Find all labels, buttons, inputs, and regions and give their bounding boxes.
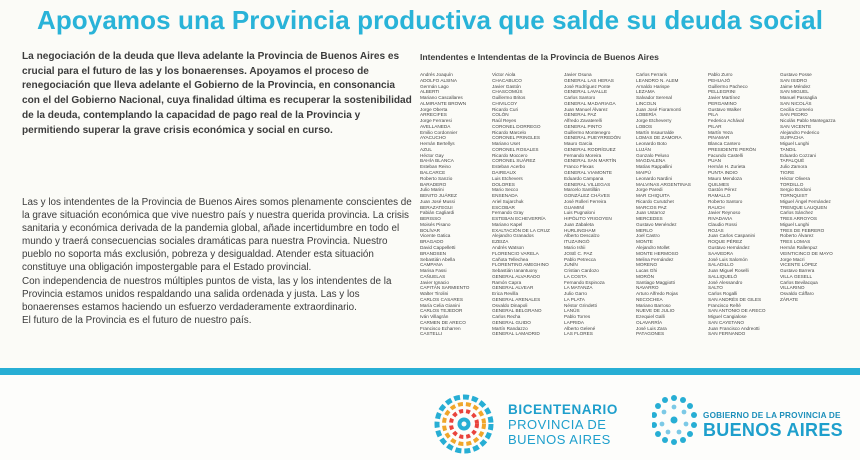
municipio-name: VEINTICINCO DE MAYO: [780, 250, 833, 256]
intendentes-section: [420, 52, 860, 352]
intendente-name: Moisés Pisano: [420, 221, 451, 227]
intendente-name: Osvaldo Dinapoli: [492, 302, 528, 308]
municipio-name: SUIPACHA: [780, 135, 804, 141]
intendente-name: Ricardo Curi: [492, 106, 519, 112]
intendente-name: Martín Yeza: [708, 129, 733, 135]
municipio-name: GENERAL BELGRANO: [492, 308, 542, 314]
intendente-name: José Luis Salomón: [708, 256, 748, 262]
municipio-name: LOMAS DE ZAMORA: [636, 135, 682, 141]
municipio-name: CARLOS CASARES: [420, 296, 463, 302]
intendentes-column: [420, 72, 492, 337]
municipio-name: CAPITÁN SARMIENTO: [420, 285, 470, 291]
municipio-name: NUEVE DE JULIO: [636, 308, 675, 314]
intendente-name: Vicente Gatica: [420, 233, 451, 239]
municipio-name: ESCOBAR: [492, 204, 515, 210]
intendente-name: Osvaldo Cáffaro: [780, 291, 814, 297]
municipio-name: ADOLFO ALSINA: [420, 77, 457, 83]
intendente-name: Héctor Gay: [420, 152, 444, 158]
intendente-name: Walter Tirolini: [420, 291, 449, 297]
municipio-name: AZUL: [420, 146, 432, 152]
municipio-name: MERLO: [636, 227, 653, 233]
intendente-name: Marcelo Santillán: [564, 187, 600, 193]
intendente-name: Mariano Kapel: [492, 221, 523, 227]
bicentenario-line2: PROVINCIA DE: [508, 417, 607, 432]
bicentenario-line3: BUENOS AIRES: [508, 432, 611, 447]
intendente-name: Gustavo Menéndez: [636, 221, 677, 227]
municipio-name: SAN ANDRÉS DE GILES: [708, 296, 762, 302]
intendente-name: Blanca Cantero: [708, 141, 741, 147]
intendente-name: Ricardo Marcelo: [492, 129, 527, 135]
municipio-name: LANÚS: [564, 308, 580, 314]
intendente-name: Martín Randazzo: [492, 325, 528, 331]
municipio-name: ENSENADA: [492, 193, 518, 199]
intendente-name: Sebastián Abella: [420, 256, 455, 262]
municipio-name: TORNQUIST: [780, 193, 808, 199]
intendente-name: Alejandro Granados: [492, 233, 534, 239]
intendente-name: Luis Etchevers: [492, 175, 523, 181]
municipio-name: PEHUAJÓ: [708, 77, 731, 83]
municipio-name: GENERAL SAN MARTÍN: [564, 158, 617, 164]
intendente-name: Lucas Ghi: [636, 268, 658, 274]
intendente-name: Juan Zabaleta: [564, 221, 594, 227]
intendente-name: Juan José Fioramonti: [636, 106, 681, 112]
municipio-name: GENERAL MADARIAGA: [564, 100, 616, 106]
intendente-name: Esteban Reino: [420, 164, 451, 170]
municipio-name: GENERAL VILLEGAS: [564, 181, 611, 187]
municipio-name: ITUZAINGÓ: [564, 239, 590, 245]
municipio-name: GENERAL ALVEAR: [492, 285, 534, 291]
intendente-name: Javier Martínez: [708, 95, 741, 101]
municipio-name: SALLIQUELÓ: [708, 273, 738, 279]
gobierno-line1: GOBIERNO DE LA PROVINCIA DE: [703, 411, 841, 420]
municipio-name: EXALTACIÓN DE LA CRUZ: [492, 227, 550, 233]
intendente-name: Matías Rappallini: [636, 164, 672, 170]
intendente-name: Erica Revilla: [492, 291, 519, 297]
municipio-name: MONTE: [636, 239, 653, 245]
intendente-name: José Rodríguez Ponte: [564, 83, 611, 89]
intendentes-column: [780, 72, 852, 303]
intendente-name: Néstor Grindetti: [564, 302, 597, 308]
municipio-name: GENERAL PINTO: [564, 123, 602, 129]
municipio-name: LOBERÍA: [636, 112, 657, 118]
municipio-name: PILAR: [708, 123, 722, 129]
intendentes-column: [492, 72, 564, 337]
gobierno-line2: BUENOS AIRES: [703, 420, 843, 440]
municipio-name: BALCARCE: [420, 170, 446, 176]
municipio-name: LINCOLN: [636, 100, 657, 106]
intendente-name: Facundo Castelli: [708, 152, 743, 158]
municipio-name: SAN ANTONIO DE ARECO: [708, 308, 766, 314]
intendente-name: Carlos Recha: [492, 314, 521, 320]
body-paragraph-1: Las y los intendentes de la Provincia de Buenos Aires somos plenamente conscientes de la grave situación económica que vive nuestro país y nuestra querida provincia. La crisis sanitaria y económica derivada de la pandemia global, añade incertidumbre en todo el mundo y traerá consecuencias sociales dramáticas para nuestra Provincia. Nuestro pueblo no soporta más exclusión, pobreza y desigualdad. Atender esta situación constituye una obligación impostergable para el Estado provincial.: [22, 197, 412, 274]
municipio-name: CAÑUELAS: [420, 273, 446, 279]
intendente-name: Arnaldo Harispe: [636, 83, 670, 89]
gobierno-logo: [652, 392, 698, 448]
intendente-name: Juan Manuel Álvarez: [564, 106, 608, 112]
intendente-name: Julio Zamora: [780, 164, 808, 170]
municipio-name: ROQUE PÉREZ: [708, 239, 743, 245]
intendente-name: Cecilia Comerio: [780, 106, 814, 112]
intendente-name: Carlos Rogalli: [708, 291, 738, 297]
intendente-name: Carlos Ferraris: [636, 72, 667, 77]
municipio-name: ARRECIFES: [420, 112, 447, 118]
municipio-name: CHASCOMÚS: [492, 89, 523, 95]
intendente-name: Gustavo Barrera: [780, 268, 815, 274]
municipio-name: SAAVEDRA: [708, 250, 734, 256]
intendente-name: José Rolleri Ferreira: [564, 198, 607, 204]
intendente-name: Nicolás Pablo Mantegazza: [780, 118, 836, 124]
municipio-name: VILLARINO: [780, 285, 805, 291]
intendente-name: David Cappelletti: [420, 244, 456, 250]
intendente-name: Alberto Gelené: [564, 325, 596, 331]
municipio-name: MONTE HERMOSO: [636, 250, 679, 256]
intendente-name: Arturo Alfredo Rojas: [636, 291, 678, 297]
intendente-name: Fernando Espinoza: [564, 279, 605, 285]
intendente-name: Alfredo Zavaterelli: [564, 118, 602, 124]
municipio-name: PILA: [708, 112, 719, 118]
intendente-name: Mario Secco: [492, 187, 519, 193]
intendente-name: Salvador Serenal: [636, 95, 672, 101]
intendente-name: Hernán Bertellys: [420, 141, 455, 147]
intendente-name: Miguel Lunghi: [780, 221, 810, 227]
municipio-name: SAN CAYETANO: [708, 319, 745, 325]
municipio-name: TORDILLO: [780, 181, 804, 187]
intendente-name: Alejandro Mollet: [636, 244, 670, 250]
intendente-name: Cristian Cardozo: [564, 268, 599, 274]
municipio-name: MORENO: [636, 262, 658, 268]
municipio-name: DOLORES: [492, 181, 515, 187]
municipio-name: SALTO: [708, 285, 723, 291]
municipio-name: GENERAL VIAMONTE: [564, 170, 613, 176]
municipio-name: SAN MIGUEL: [780, 89, 809, 95]
intendente-name: Guillermo Britos: [492, 95, 526, 101]
municipio-name: SAN PEDRO: [780, 112, 808, 118]
intendente-name: Federico Achával: [708, 118, 744, 124]
divider-band: [0, 368, 860, 375]
intendente-name: Pablo Zurro: [708, 72, 733, 77]
intendente-name: Mariano Cascallares: [420, 95, 463, 101]
intendente-name: Alberto Descalzo: [564, 233, 600, 239]
intendente-name: Francisco Reñé: [708, 302, 741, 308]
municipio-name: TRES DE FEBRERO: [780, 227, 825, 233]
intendente-name: Juan Ustarroz: [636, 210, 666, 216]
municipio-name: QUILMES: [708, 181, 730, 187]
intendente-name: Carlos Sánchez: [780, 210, 814, 216]
page-title: Apoyamos una Provincia productiva que salde su deuda social: [36, 5, 824, 35]
municipio-name: GENERAL PAZ: [564, 112, 597, 118]
intendente-name: Guillermo Montenegro: [564, 129, 611, 135]
municipio-name: BRANDSEN: [420, 250, 447, 256]
municipio-name: GENERAL ARENALES: [492, 296, 541, 302]
municipio-name: SAN NICOLÁS: [780, 100, 812, 106]
intendente-name: Gustavo Hernández: [708, 244, 750, 250]
intendente-name: Miguel Cangialose: [708, 314, 747, 320]
municipio-name: AYACUCHO: [420, 135, 446, 141]
intendente-name: Julio Garro: [564, 291, 587, 297]
intendente-name: Luis Pugnaloni: [564, 210, 595, 216]
municipio-name: GENERAL LAVALLE: [564, 89, 608, 95]
intendente-name: Eduardo Cozzani: [780, 152, 816, 158]
municipio-name: NAVARRO: [636, 285, 659, 291]
intendente-name: José Alessandro: [708, 279, 743, 285]
municipio-name: CORONEL PRINGLES: [492, 135, 541, 141]
municipio-name: DAIREAUX: [492, 170, 516, 176]
municipio-name: PATAGONES: [636, 331, 665, 337]
intendente-name: Fernando Moreira: [564, 152, 602, 158]
intendente-name: Jorge Etcheverry: [636, 118, 672, 124]
municipio-name: COLÓN: [492, 112, 509, 118]
intendente-name: Francisco Echarren: [420, 325, 461, 331]
municipio-name: BENITO JUÁREZ: [420, 193, 457, 199]
intendentes-title: Intendentes e Intendentas de la Provincia de Buenos Aires: [420, 52, 659, 62]
municipio-name: LOBOS: [636, 123, 653, 129]
municipio-name: MAGDALENA: [636, 158, 666, 164]
municipio-name: ALMIRANTE BROWN: [420, 100, 467, 106]
intro-paragraph: La negociación de la deuda que lleva adelante la Provincia de Buenos Aires es crucial para el futuro de las y los bonaerenses. Apoyamos el proceso de renegociación que lleva adelante el Gobierno de la Provincia, en consonancia con el del Gobierno Nacional, cuya finalidad última es recuperar la sostenibilidad de la deuda, contemplando la capacidad de pago real de la Provincia y permitiendo superar la grave crisis económica y social en curso.: [22, 51, 412, 136]
intendente-name: Miguel Lunghi: [780, 141, 810, 147]
intendente-name: Martín Insaurralde: [636, 129, 675, 135]
municipio-name: BERAZATEGUI: [420, 204, 453, 210]
municipio-name: BRAGADO: [420, 239, 444, 245]
intendente-name: Roberto Santoro: [708, 198, 743, 204]
municipio-name: PUAN: [708, 158, 722, 164]
municipio-name: LA COSTA: [564, 273, 587, 279]
intendente-name: Javier Ignacio: [420, 279, 449, 285]
municipio-name: VILLA GESELL: [780, 273, 813, 279]
intendente-name: Leonardo Boto: [636, 141, 667, 147]
municipio-name: MERCEDES: [636, 216, 663, 222]
intendente-name: Mariano Uset: [492, 141, 520, 147]
intendente-name: Jorge Ferraresi: [420, 118, 452, 124]
intendente-name: Hernán H. Zurieta: [708, 164, 746, 170]
intendente-name: Victor Aiola: [492, 72, 516, 77]
municipio-name: GENERAL ALVARADO: [492, 273, 541, 279]
municipio-name: JUNÍN: [564, 262, 578, 268]
municipio-name: PINAMAR: [708, 135, 730, 141]
municipio-name: CHIVILCOY: [492, 100, 518, 106]
intendente-name: Pablo Petrecca: [564, 256, 596, 262]
municipio-name: SAN FERNANDO: [708, 331, 746, 337]
municipio-name: LEANDRO N. ALEM: [636, 77, 679, 83]
intendente-name: Jorge Oberta: [420, 106, 448, 112]
municipio-name: GENERAL LAMADRID: [492, 331, 540, 337]
municipio-name: ROJAS: [708, 227, 724, 233]
municipio-name: RAMALLO: [708, 193, 731, 199]
intendente-name: Juan Carlos Caspanini: [708, 233, 756, 239]
municipio-name: PUNTA INDIO: [708, 170, 738, 176]
intendente-name: Claudio Rossi: [708, 221, 737, 227]
intendente-name: Santiago Maggiotti: [636, 279, 675, 285]
municipio-name: PELLEGRINI: [708, 89, 736, 95]
municipio-name: PERGAMINO: [708, 100, 737, 106]
intendente-name: Germán Lago: [420, 83, 449, 89]
municipio-name: CASTELLI: [420, 331, 443, 337]
intendente-name: Mauro Garcia: [564, 141, 593, 147]
municipio-name: CHACABUCO: [492, 77, 522, 83]
intendente-name: Manuel Passaglia: [780, 95, 818, 101]
municipio-name: EZEIZA: [492, 239, 509, 245]
bicentenario-wordmark: [508, 403, 618, 447]
municipio-name: TRES LOMAS: [780, 239, 811, 245]
intendente-name: Ariel Sujarchuk: [492, 198, 524, 204]
municipio-name: SAN VICENTE: [780, 123, 812, 129]
municipio-name: MORÓN: [636, 273, 654, 279]
intendentes-column: [636, 72, 708, 337]
intendente-name: Ricardo Moccero: [492, 152, 528, 158]
intendente-name: Alejandro Federico: [780, 129, 820, 135]
intendente-name: Cañota Tellechea: [492, 256, 529, 262]
municipio-name: HURLINGHAM: [564, 227, 596, 233]
municipio-name: BAHÍA BLANCA: [420, 158, 454, 164]
intendente-name: Eduardo Campana: [564, 175, 604, 181]
intendente-name: Gustavo Walker: [708, 106, 742, 112]
intendente-name: Jorge Macri: [780, 256, 805, 262]
intendente-name: Ramón Capra: [492, 279, 522, 285]
municipio-name: TIGRE: [780, 170, 795, 176]
municipio-name: TRENQUE LAUQUEN: [780, 204, 827, 210]
intendente-name: Joel Castro: [636, 233, 660, 239]
municipio-name: AVELLANEDA: [420, 123, 451, 129]
intendente-name: Ricardo Curutchet: [636, 198, 674, 204]
municipio-name: MAIPÚ: [636, 170, 651, 176]
intendente-name: Gastón Pérez: [708, 187, 737, 193]
municipio-name: FLORENTINO AMEGHINO: [492, 262, 549, 268]
intendente-name: Gonzalo Peluso: [636, 152, 670, 158]
intendentes-column: [564, 72, 636, 337]
intendentes-column: [708, 72, 780, 337]
intendente-name: Sebastián Ianantuony: [492, 268, 538, 274]
intendente-name: Melina Fernández: [636, 256, 674, 262]
intendente-name: Gustavo Posse: [780, 72, 812, 77]
municipio-name: RAUCH: [708, 204, 725, 210]
intendente-name: Mauro Mendoza: [708, 175, 742, 181]
municipio-name: NECOCHEA: [636, 296, 663, 302]
municipio-name: CORONEL ROSALES: [492, 146, 539, 152]
municipio-name: GUAMINÍ: [564, 204, 585, 210]
intendente-name: Fernando Gray: [492, 210, 524, 216]
intendente-name: Jorge Paredi: [636, 187, 663, 193]
municipio-name: ZÁRATE: [780, 296, 799, 302]
municipio-name: LA MATANZA: [564, 285, 593, 291]
intendente-name: Guillermo Pacheco: [708, 83, 748, 89]
municipio-name: OLAVARRÍA: [636, 319, 663, 325]
municipio-name: JOSÉ C. PAZ: [564, 250, 593, 256]
intendente-name: Jaime Méndez: [780, 83, 811, 89]
intendentes-columns: [420, 72, 860, 358]
bicentenario-line1: BICENTENARIO: [508, 402, 618, 417]
municipio-name: MARCOS PAZ: [636, 204, 667, 210]
intendente-name: Javier Reynoso: [708, 210, 741, 216]
intendente-name: Juan José Mussi: [420, 198, 455, 204]
municipio-name: LUJÁN: [636, 146, 651, 152]
municipio-name: MAR CHIQUITA: [636, 193, 670, 199]
body-paragraph-2: Con independencia de nuestros múltiples puntos de vista, las y los intendentes de la Provincia estamos unidos respaldando una salida ordenada y justa. Las y los bonaerenses estamos haciendo un esfuerzo verdaderamente extraordinario.: [22, 275, 392, 313]
municipio-name: GONZÁLEZ CHÁVES: [564, 193, 610, 199]
municipio-name: ALBERTI: [420, 89, 440, 95]
intendente-name: Pablo Torres: [564, 314, 591, 320]
municipio-name: CORONEL SUÁREZ: [492, 158, 536, 164]
municipio-name: TRES ARROYOS: [780, 216, 817, 222]
intendente-name: Iván Villagrán: [420, 314, 449, 320]
municipio-name: LEZAMA: [636, 89, 655, 95]
intendente-name: Carlos Santoro: [564, 95, 596, 101]
intendente-name: José Luis Zara: [636, 325, 667, 331]
municipio-name: ESTEBAN ECHEVERRÍA: [492, 216, 546, 222]
municipio-name: PRESIDENTE PERÓN: [708, 146, 756, 152]
municipio-name: MALVINAS ARGENTINAS: [636, 181, 691, 187]
intendente-name: Sergio Bordoni: [780, 187, 812, 193]
intendente-name: Emilio Cordonnier: [420, 129, 458, 135]
municipio-name: BARADERO: [420, 181, 447, 187]
municipio-name: SALADILLO: [708, 262, 734, 268]
municipio-name: VICENTE LÓPEZ: [780, 262, 817, 268]
municipio-name: GENERAL LAS HERAS: [564, 77, 614, 83]
intendente-name: Andrés Joaquín: [420, 72, 453, 77]
municipio-name: FLORENCIO VARELA: [492, 250, 539, 256]
gobierno-wordmark: [703, 411, 843, 440]
bicentenario-logo: [428, 390, 508, 456]
municipio-name: GENERAL RODRÍGUEZ: [564, 146, 616, 152]
municipio-name: LAPRIDA: [564, 319, 585, 325]
intendente-name: Marisa Fassi: [420, 268, 447, 274]
body-text: [22, 196, 414, 327]
intendente-name: María Celia Gianini: [420, 302, 460, 308]
municipio-name: BOLÍVAR: [420, 227, 440, 233]
municipio-name: TANDIL: [780, 146, 797, 152]
intendente-name: Juan Miguel Roselli: [708, 268, 749, 274]
intendente-name: Miguel Ángel Fernández: [780, 198, 831, 204]
municipio-name: CARMEN DE ARECO: [420, 319, 466, 325]
municipio-name: CARLOS TEJEDOR: [420, 308, 463, 314]
municipio-name: SAN ISIDRO: [780, 77, 808, 83]
municipio-name: TAPALQUÉ: [780, 158, 805, 164]
intendente-name: Leonardo Nardini: [636, 175, 672, 181]
intendente-name: Hernán Rallenpuz: [780, 244, 818, 250]
intendente-name: Mario Ishii: [564, 244, 586, 250]
intendente-name: Mariano Barroso: [636, 302, 671, 308]
municipio-name: CORONEL DORREGO: [492, 123, 541, 129]
municipio-name: GENERAL GUIDO: [492, 319, 531, 325]
intendente-name: Raúl Reyes: [492, 118, 517, 124]
body-paragraph-3: El futuro de la Provincia es el futuro de nuestro país.: [22, 314, 252, 326]
municipio-name: LAS FLORES: [564, 331, 593, 337]
intendente-name: Carlos Bevilacqua: [780, 279, 818, 285]
intendente-name: Ezequiel Galli: [636, 314, 665, 320]
intendente-name: Javier Osuna: [564, 72, 592, 77]
municipio-name: RIVADAVIA: [708, 216, 733, 222]
intendente-name: Héctor Olivera: [780, 175, 810, 181]
municipio-name: CAMPANA: [420, 262, 443, 268]
intendente-name: Javier Gastón: [492, 83, 521, 89]
municipio-name: GENERAL PUEYRREDÓN: [564, 135, 621, 141]
intendente-name: Roberto Sanzio: [420, 175, 453, 181]
intendente-name: Franco Flexas: [564, 164, 594, 170]
intendente-name: Julio Marini: [420, 187, 444, 193]
intendente-name: Juan Francisco Andreotti: [708, 325, 760, 331]
intendente-name: Esteban Acerbo: [492, 164, 526, 170]
municipio-name: HIPÓLITO YRIGOYEN: [564, 216, 612, 222]
municipio-name: BERISSO: [420, 216, 441, 222]
intendente-name: Fabián Cagliardi: [420, 210, 455, 216]
intendente-name: Andrés Watson: [492, 244, 524, 250]
intendente-name: Roberto Álvarez: [780, 233, 814, 239]
municipio-name: LA PLATA: [564, 296, 585, 302]
